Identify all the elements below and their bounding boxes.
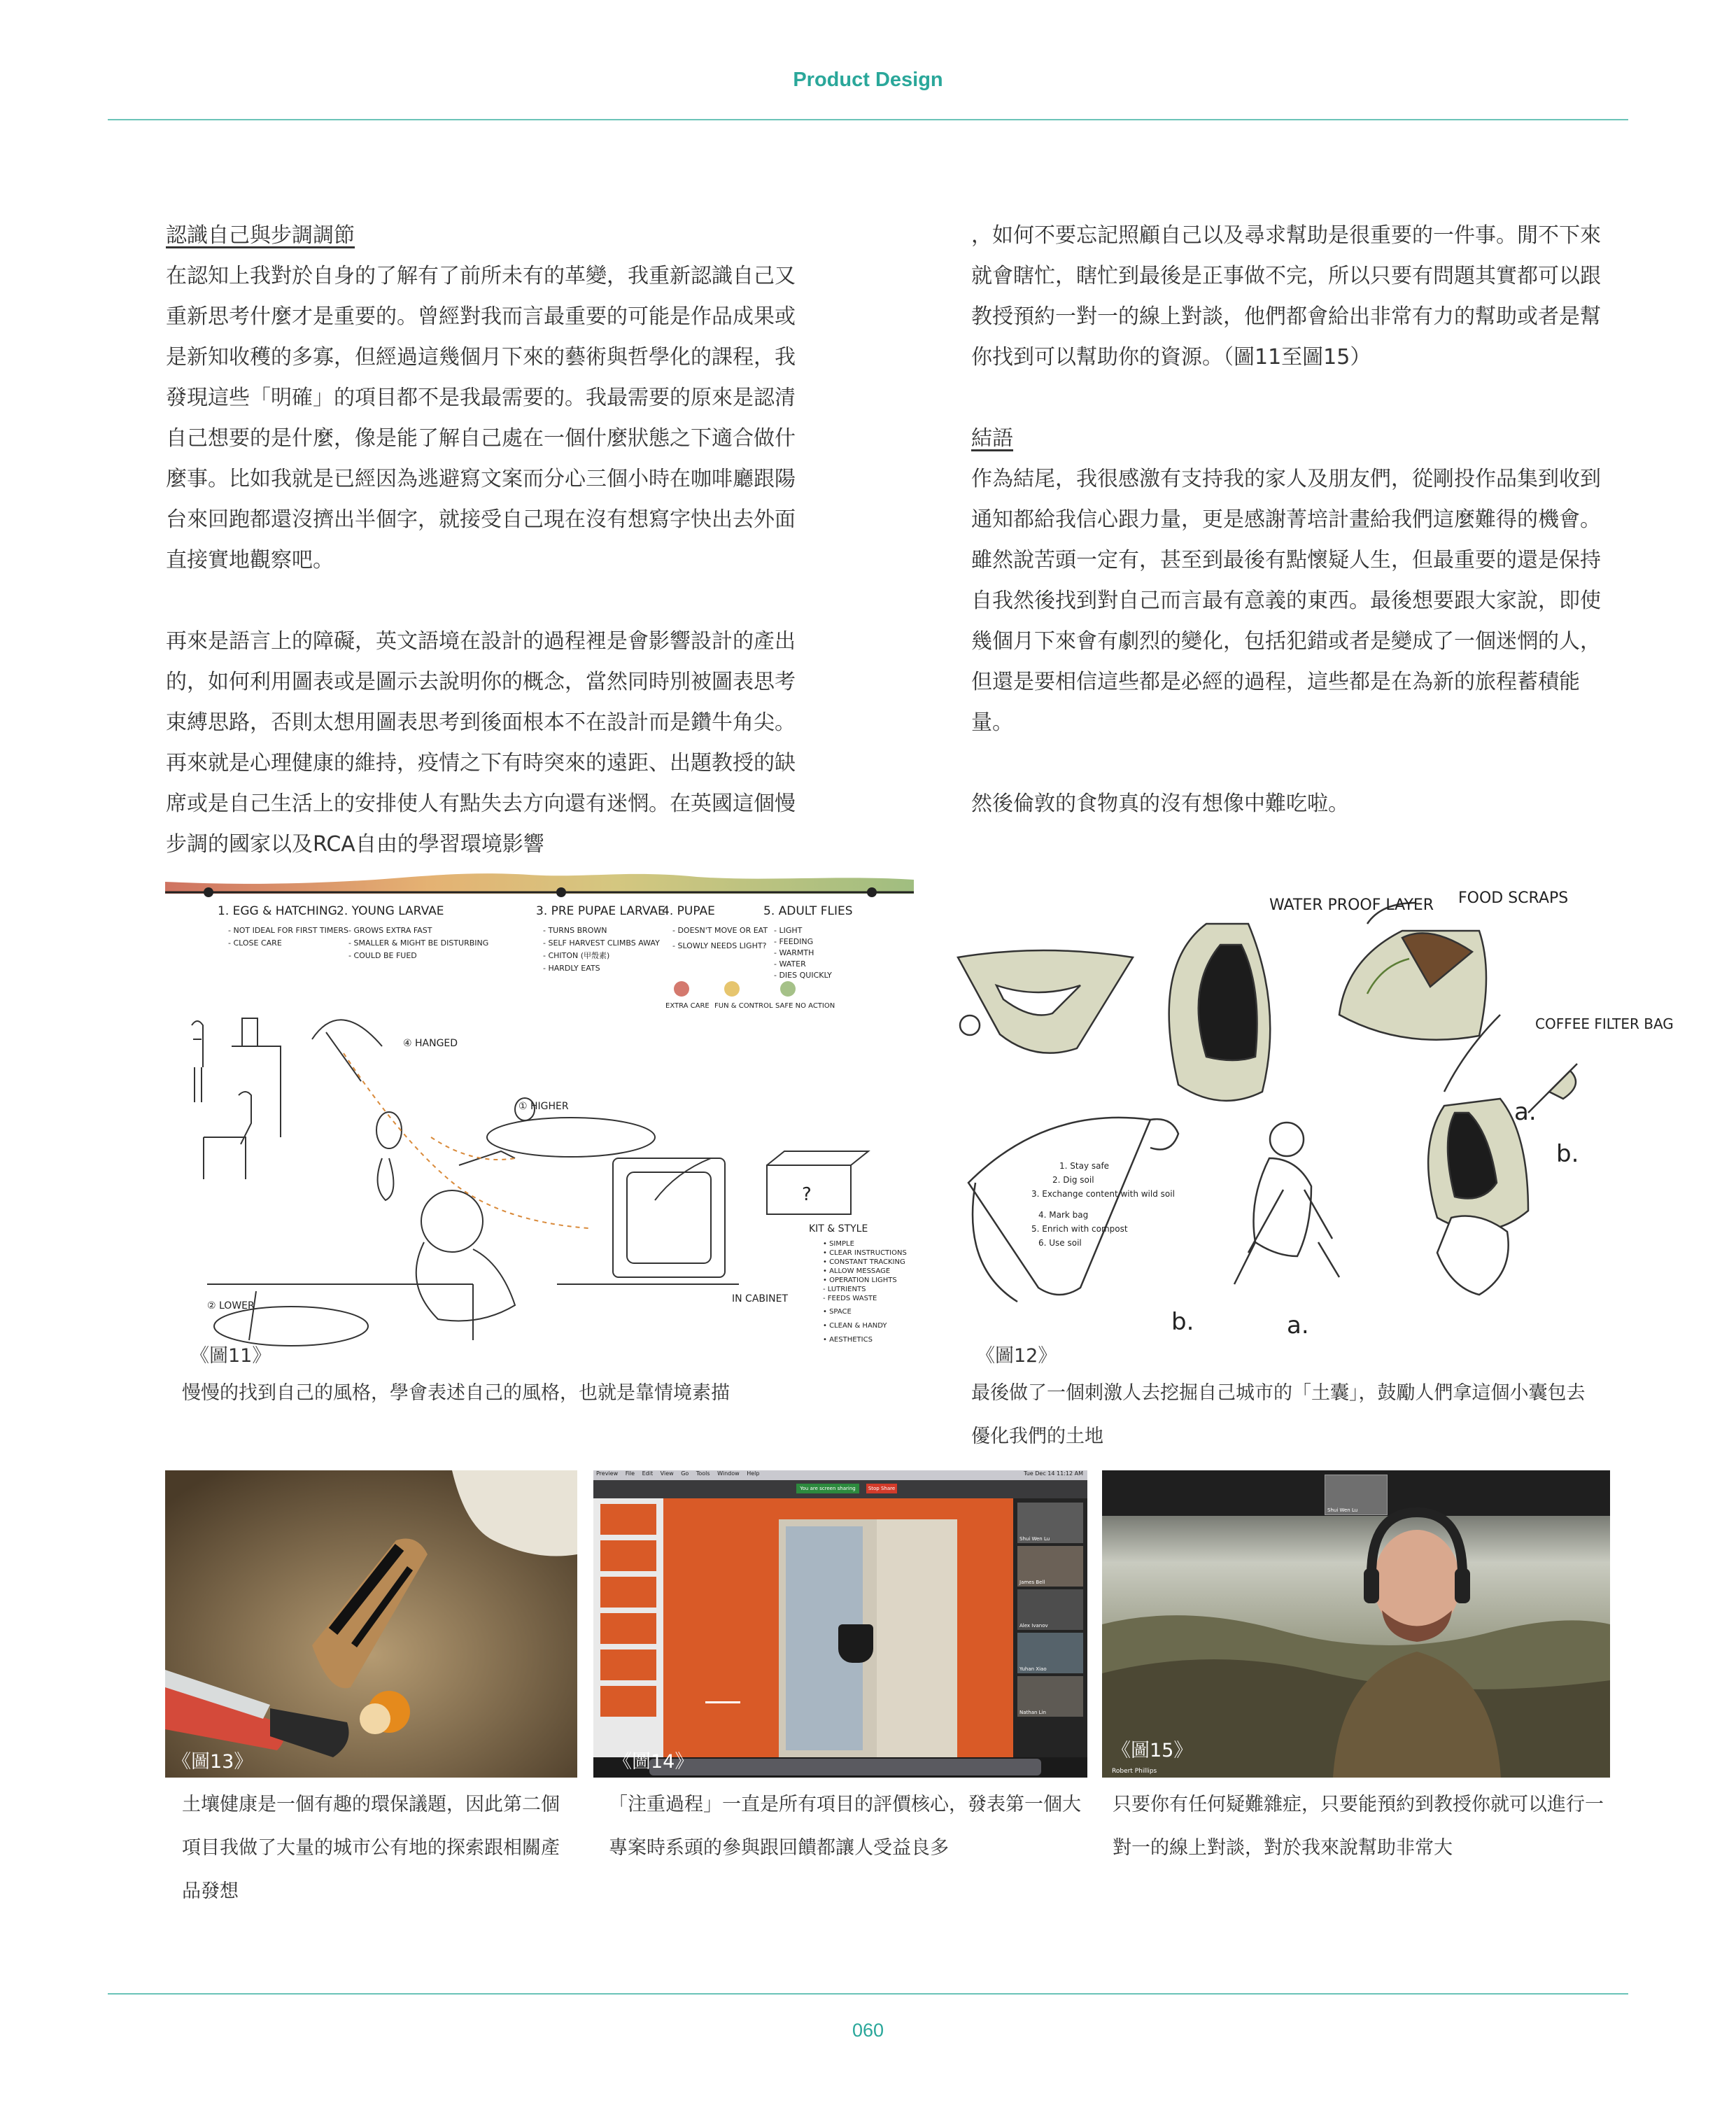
sketch-label: b. (1171, 1308, 1194, 1336)
kit-item: • SPACE (823, 1308, 852, 1316)
menu-item: Window (717, 1470, 740, 1477)
stage-note: - SELF HARVEST CLIMBS AWAY (543, 938, 660, 948)
figure-15-label: 《圖15》 (1112, 1740, 1193, 1761)
section-title: Product Design (793, 69, 943, 91)
sketch-label: WATER PROOF LAYER (1269, 896, 1434, 914)
stage-5-title: 5. ADULT FLIES (763, 904, 853, 918)
hanging-device (838, 1624, 873, 1663)
kit-item: • OPERATION LIGHTS (823, 1276, 897, 1284)
slide-sidebar (593, 1498, 663, 1757)
stage-note: - COULD BE FUED (348, 951, 417, 960)
figure-14-label: 《圖14》 (613, 1751, 694, 1773)
sketch-step: 4. Mark bag (1038, 1210, 1089, 1220)
stage-note: - LIGHT (774, 926, 803, 935)
sketch-label: a. (1287, 1311, 1309, 1339)
figure-11-label: 《圖11》 (190, 1345, 271, 1367)
section-heading-conclusion: 結語 (971, 426, 1013, 451)
figure-14-caption: 「注重過程」一直是所有項目的評價核心，發表第一個大專案時系頭的參與跟回饋都讓人受益良多 (609, 1794, 1081, 1859)
speaker-name: Robert Phillips (1112, 1768, 1157, 1775)
figure-12-caption: 最後做了一個刺激人去挖掘自己城市的「土囊」，鼓勵人們拿這個小囊包去優化我們的土地 (971, 1382, 1586, 1447)
self-view-name: Shui Wen Lu (1327, 1507, 1358, 1513)
stage-1-title: 1. EGG & HATCHING (218, 904, 337, 918)
slide-thumbnail[interactable] (600, 1650, 656, 1680)
figure-13-photo (165, 1470, 577, 1778)
shared-slide (663, 1498, 1013, 1757)
menu-item: Help (747, 1470, 760, 1477)
stage-note: - HARDLY EATS (543, 964, 600, 973)
kit-item: • CLEAR INSTRUCTIONS (823, 1249, 907, 1257)
stage-note: - DOESN'T MOVE OR EAT (672, 926, 768, 935)
sketch-note: IN CABINET (732, 1293, 789, 1304)
stage-3-title: 3. PRE PUPAE LARVAE (536, 904, 665, 918)
legend-label: FUN & CONTROL (714, 1002, 773, 1010)
sketch-step: 5. Enrich with compost (1031, 1224, 1128, 1234)
figure-11-caption: 慢慢的找到自己的風格，學會表述自己的風格，也就是靠情境素描 (182, 1382, 730, 1404)
sketch-label: FOOD SCRAPS (1458, 889, 1569, 907)
participant-tile: Nathan Lin (1017, 1676, 1083, 1717)
stage-note: - FEEDING (774, 937, 814, 946)
screen-sharing-banner: You are screen sharing (796, 1484, 859, 1493)
figure-13-label: 《圖13》 (172, 1751, 253, 1773)
figure-15-screenshot (1102, 1470, 1610, 1778)
macos-menubar (593, 1470, 1087, 1480)
kit-item: • AESTHETICS (823, 1336, 873, 1344)
zoom-toolbar (593, 1480, 1087, 1498)
sketch-note: KIT & STYLE (809, 1223, 868, 1235)
body-paragraph: 再來是語言上的障礙，英文語境在設計的過程裡是會影響設計的產出的，如何利用圖表或是圖示去說明你的概念，當然同時別被圖表思考束縛思路，否則太想用圖表思考到後面根本不在設計而是鑽牛角尖。再來就是心理健康的維持，疫情之下有時突來的遠距、出題教授的缺席或是自己生活上的安排使人有點失去方向還有迷惘。在英國這個慢步調的國家以及RCA自由的學習環境影響 (166, 629, 796, 857)
legend-label: SAFE NO ACTION (775, 1002, 835, 1010)
header-rule (108, 119, 1628, 120)
slide-thumbnail[interactable] (600, 1686, 656, 1717)
sketch-note: ① HIGHER (518, 1101, 569, 1112)
kit-item: • ALLOW MESSAGE (823, 1267, 891, 1275)
stage-2-title: 2. YOUNG LARVAE (337, 904, 444, 918)
stage-note: - CLOSE CARE (228, 938, 282, 948)
participant-tile: Yuhan Xiao (1017, 1633, 1083, 1673)
footer-rule (108, 1993, 1628, 1995)
body-paragraph: 然後倫敦的食物真的沒有想像中難吃啦。 (971, 792, 1349, 816)
kit-item: • SIMPLE (823, 1240, 854, 1248)
participant-tile: Alex Ivanov (1017, 1589, 1083, 1630)
participant-panel (1013, 1498, 1087, 1757)
menu-item: Tools (696, 1470, 710, 1477)
slide-photo-window (779, 1519, 957, 1757)
stage-note: - WARMTH (774, 948, 814, 957)
menu-item: File (625, 1470, 635, 1477)
stage-note: - GROWS EXTRA FAST (348, 926, 432, 935)
stage-note: - WATER (774, 959, 806, 969)
figure-14-screenshot (593, 1470, 1087, 1778)
stage-note: - DIES QUICKLY (774, 971, 832, 980)
stage-note: - TURNS BROWN (543, 926, 607, 935)
stop-share-button[interactable]: Stop Share (866, 1484, 897, 1493)
sketch-note: ④ HANGED (403, 1038, 458, 1049)
dock (649, 1759, 1041, 1775)
kit-item: • CONSTANT TRACKING (823, 1258, 905, 1266)
body-paragraph: ，如何不要忘記照顧自己以及尋求幫助是很重要的一件事。閒不下來就會瞎忙，瞎忙到最後是正事做不完，所以只要有問題其實都可以跟教授預約一對一的線上對談，他們都會給出非常有力的幫助或者是幫你找到可以幫助你的資源。（圖11至圖15） (971, 223, 1601, 370)
kit-item: • CLEAN & HANDY (823, 1322, 887, 1330)
sketch-note: ? (802, 1184, 812, 1205)
slide-thumbnail[interactable] (600, 1540, 656, 1571)
slide-thumbnail[interactable] (600, 1613, 656, 1644)
menu-item: Go (681, 1470, 689, 1477)
menu-item: View (660, 1470, 674, 1477)
sketch-step: 1. Stay safe (1059, 1161, 1110, 1171)
body-paragraph: 作為結尾，我很感激有支持我的家人及朋友們，從剛投作品集到收到通知都給我信心跟力量，更是感謝菁培計畫給我們這麼難得的機會。雖然說苦頭一定有，甚至到最後有點懷疑人生，但最重要的還是保持自我然後找到對自己而言最有意義的東西。最後想要跟大家說，即使幾個月下來會有劇烈的變化，包括犯錯或者是變成了一個迷惘的人，但還是要相信這些都是必經的過程，這些都是在為新的旅程蓄積能量。 (971, 467, 1601, 735)
participant-tile: Shui Wen Lu (1017, 1503, 1083, 1543)
stage-note: - SMALLER & MIGHT BE DISTURBING (348, 938, 489, 948)
right-text-column (971, 216, 1609, 865)
body-paragraph: 在認知上我對於自身的了解有了前所未有的革變，我重新認識自己又重新思考什麼才是重要的。曾經對我而言最重要的可能是作品成果或是新知收穫的多寡，但經過這幾個月下來的藝術與哲學化的課程，我發現這些「明確」的項目都不是我最需要的。我最需要的原來是認清自己想要的是什麼，像是能了解自己處在一個什麼狀態之下適合做什麼事。比如我就是已經因為逃避寫文案而分心三個小時在咖啡廳跟陽台來回跑都還沒擠出半個字，就接受自己現在沒有想寫字快出去外面直接實地觀察吧。 (166, 264, 796, 572)
left-text-column (166, 216, 804, 906)
figure-12-label: 《圖12》 (976, 1345, 1057, 1367)
stage-note: - CHITON (甲殼素) (543, 951, 610, 960)
kit-item: - FEEDS WASTE (823, 1295, 877, 1302)
section-heading-self-awareness: 認識自己與步調調節 (166, 223, 355, 248)
sketch-step: 2. Dig soil (1052, 1175, 1094, 1185)
figure-11-sketch (165, 871, 914, 1351)
sketch-label: a. (1514, 1098, 1537, 1126)
menubar-clock: Tue Dec 14 11:12 AM (1024, 1470, 1083, 1477)
sketch-label: b. (1556, 1140, 1579, 1168)
page-number: 060 (852, 2020, 884, 2041)
kit-item: - LUTRIENTS (823, 1286, 866, 1293)
legend-label: EXTRA CARE (665, 1002, 710, 1010)
sketch-step: 6. Use soil (1038, 1238, 1082, 1248)
self-view-tile (1325, 1475, 1388, 1515)
sketch-note: ② LOWER (207, 1300, 255, 1311)
sketch-label: COFFEE FILTER BAG (1535, 1015, 1674, 1032)
stage-note: - SLOWLY NEEDS LIGHT? (672, 941, 767, 950)
stage-note: - NOT IDEAL FOR FIRST TIMERS (228, 926, 348, 935)
figure-13-caption: 土壤健康是一個有趣的環保議題，因此第二個項目我做了大量的城市公有地的探索跟相關產品發想 (182, 1794, 560, 1902)
slide-thumbnail[interactable] (600, 1504, 656, 1535)
sketch-step: 3. Exchange content with wild soil (1031, 1189, 1175, 1199)
menu-item: Edit (642, 1470, 654, 1477)
figure-15-caption: 只要你有任何疑難雜症，只要能預約到教授你就可以進行一對一的線上對談，對於我來說幫助非常大 (1113, 1794, 1604, 1859)
stage-4-title: 4. PUPAE (662, 904, 715, 918)
menu-item: Preview (596, 1470, 619, 1477)
participant-tile: James Bell (1017, 1546, 1083, 1587)
slide-thumbnail[interactable] (600, 1577, 656, 1608)
figure-12-sketch (954, 882, 1674, 1352)
